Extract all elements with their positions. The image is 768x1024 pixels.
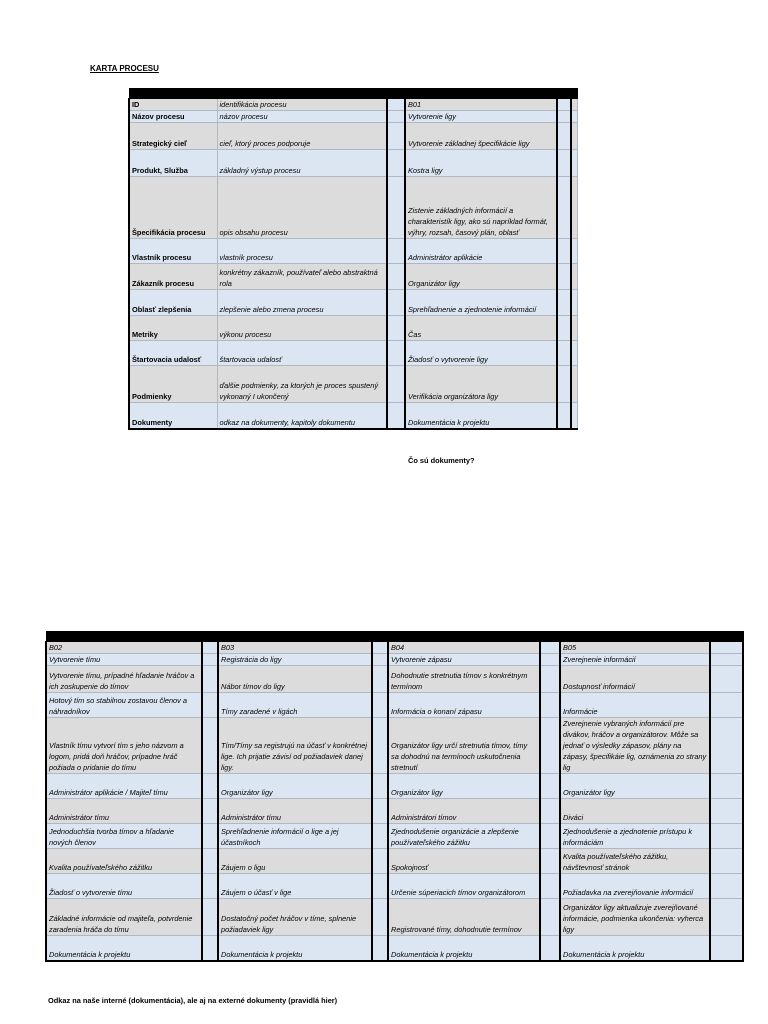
process-spacer	[202, 654, 218, 666]
process-spacer	[540, 799, 560, 824]
process-cell: Registrácia do ligy	[218, 654, 372, 666]
card-value: Sprehľadnenie a zjednotenie informácií	[405, 290, 557, 316]
process-cell: Diváci	[560, 799, 710, 824]
process-cell: Nábor tímov do ligy	[218, 666, 372, 693]
card-label: Špecifikácia procesu	[129, 177, 217, 239]
card-description: zlepšenie alebo zmena procesu	[217, 290, 387, 316]
card-spacer	[557, 111, 571, 123]
process-cell: Vytvorenie zápasu	[388, 654, 540, 666]
process-cell: Administrátor aplikácie / Majiteľ tímu	[46, 774, 202, 799]
process-row	[46, 693, 743, 718]
process-cell: Zverejnenie informácií	[560, 654, 710, 666]
process-cell: Registrované tímy, dohodnutie termínov	[388, 899, 540, 936]
process-row	[46, 666, 743, 693]
card-label: Strategický cieľ	[129, 123, 217, 150]
card-spacer	[571, 99, 577, 111]
card-label: Podmienky	[129, 366, 217, 403]
card-spacer	[571, 111, 577, 123]
card-row	[129, 177, 577, 239]
process-cell: Základné informácie od majiteľa, potvrdenie zaradenia hráča do tímu	[46, 899, 202, 936]
note-documents-links: Odkaz na naše interné (dokumentácia), ale aj na externé dokumenty (pravidlá hier)	[48, 996, 338, 1005]
card-row	[129, 264, 577, 290]
process-cell: Organizátor ligy aktualizuje zverejňované informácie, podmienka ukončenia: vyhercа ligy	[560, 899, 710, 936]
card-label: Zákazník procesu	[129, 264, 217, 290]
process-row	[46, 874, 743, 899]
card-description: opis obsahu procesu	[217, 177, 387, 239]
card-value: Administrátor aplikácie	[405, 239, 557, 264]
card-description: cieľ, ktorý proces podporuje	[217, 123, 387, 150]
card-spacer	[387, 99, 405, 111]
process-cell: B04	[388, 642, 540, 654]
process-cell: Dostatočný počet hráčov v tíme, splnenie požiadaviek ligy	[218, 899, 372, 936]
card-row	[129, 150, 577, 177]
card-description: názov procesu	[217, 111, 387, 123]
card-spacer	[387, 177, 405, 239]
card-spacer	[387, 239, 405, 264]
card-row	[129, 316, 577, 341]
card-label: Dokumenty	[129, 403, 217, 429]
process-spacer	[372, 642, 388, 654]
card-value: Organizátor ligy	[405, 264, 557, 290]
process-spacer	[202, 642, 218, 654]
process-spacer	[372, 774, 388, 799]
card-label: Vlastník procesu	[129, 239, 217, 264]
process-spacer	[540, 654, 560, 666]
process-spacer	[202, 774, 218, 799]
process-spacer	[540, 849, 560, 874]
process-spacer	[540, 874, 560, 899]
process-cell: Zjednodušenie organizácie a zlepšenie používateľského zážitku	[388, 824, 540, 849]
card-value: Zistenie základných informácií a charakteristík ligy, ako sú napríklad formát, výhry, rozsah, časový plán, oblasť	[405, 177, 557, 239]
card-spacer	[387, 341, 405, 366]
card-spacer	[387, 111, 405, 123]
process-cell: Žiadosť o vytvorenie tímu	[46, 874, 202, 899]
card-description: konkrétny zákazník, používateľ alebo abstraktná rola	[217, 264, 387, 290]
process-spacer	[540, 936, 560, 961]
card-label: Produkt, Služba	[129, 150, 217, 177]
process-cell: Tím/Tímy sa registrujú na účasť v konkrétnej lige. Ich prijatie závisí od požiadaviek danej ligy.	[218, 718, 372, 774]
process-spacer	[202, 936, 218, 961]
card-spacer	[557, 264, 571, 290]
card-spacer	[571, 341, 577, 366]
card-value: Kostra ligy	[405, 150, 557, 177]
card-spacer	[557, 99, 571, 111]
process-cell: Hotový tím so stabilnou zostavou členov a náhradníkov	[46, 693, 202, 718]
card-spacer	[557, 403, 571, 429]
process-cell: Organizátor ligy	[218, 774, 372, 799]
card-value: Vytvorenie ligy	[405, 111, 557, 123]
card-spacer	[571, 366, 577, 403]
card-row	[129, 403, 577, 429]
process-spacer	[710, 774, 743, 799]
processes-table	[45, 631, 744, 962]
card-spacer	[557, 177, 571, 239]
process-spacer	[372, 874, 388, 899]
card-row	[129, 290, 577, 316]
process-cell: B03	[218, 642, 372, 654]
card-spacer	[387, 403, 405, 429]
process-spacer	[202, 824, 218, 849]
process-spacer	[372, 824, 388, 849]
process-spacer	[540, 718, 560, 774]
card-spacer	[387, 316, 405, 341]
card-spacer	[557, 239, 571, 264]
process-cell: B05	[560, 642, 710, 654]
card-value: Čas	[405, 316, 557, 341]
process-cell: Administrátor tímu	[46, 799, 202, 824]
process-spacer	[710, 654, 743, 666]
process-spacer	[710, 936, 743, 961]
process-cell: Jednoduchšia tvorba tímov a hľadanie nových členov	[46, 824, 202, 849]
process-card-table	[128, 88, 578, 430]
card-row	[129, 99, 577, 111]
process-spacer	[202, 874, 218, 899]
card-spacer	[387, 123, 405, 150]
process-cell: Organizátor ligy	[388, 774, 540, 799]
process-spacer	[202, 666, 218, 693]
process-spacer	[540, 824, 560, 849]
process-row	[46, 654, 743, 666]
card-value: Dokumentácia k projektu	[405, 403, 557, 429]
note-documents-question: Čo sú dokumenty?	[408, 456, 475, 465]
process-cell: Záujem o účasť v lige	[218, 874, 372, 899]
card-spacer	[571, 403, 577, 429]
process-cell: Vytvorenie tímu	[46, 654, 202, 666]
card-label: Štartovacia udalosť	[129, 341, 217, 366]
process-spacer	[540, 774, 560, 799]
process-cell: Dokumentácia k projektu	[388, 936, 540, 961]
process-spacer	[372, 936, 388, 961]
process-spacer	[710, 899, 743, 936]
card-value: Žiadosť o vytvorenie ligy	[405, 341, 557, 366]
card-value: Verifikácia organizátora ligy	[405, 366, 557, 403]
card-spacer	[571, 123, 577, 150]
process-spacer	[710, 666, 743, 693]
process-spacer	[372, 693, 388, 718]
process-row	[46, 824, 743, 849]
process-row	[46, 718, 743, 774]
process-spacer	[710, 874, 743, 899]
card-description: základný výstup procesu	[217, 150, 387, 177]
process-cell: Dostupnosť informácií	[560, 666, 710, 693]
process-cell: B02	[46, 642, 202, 654]
process-cell: Zjednodušenie a zjednotenie prístupu k informáciám	[560, 824, 710, 849]
process-spacer	[710, 799, 743, 824]
card-value: Vytvorenie základnej špecifikácie ligy	[405, 123, 557, 150]
process-spacer	[372, 666, 388, 693]
process-spacer	[710, 693, 743, 718]
card-row	[129, 239, 577, 264]
process-cell: Kvalita používateľského zážitku	[46, 849, 202, 874]
process-spacer	[710, 642, 743, 654]
card-spacer	[387, 264, 405, 290]
process-spacer	[372, 849, 388, 874]
page-title: KARTA PROCESU	[90, 64, 159, 73]
card-description: ďalšie podmienky, za ktorých je proces spustený vykonaný I ukončený	[217, 366, 387, 403]
process-row	[46, 899, 743, 936]
process-spacer	[710, 849, 743, 874]
process-cell: Vlastník tímu vytvorí tím s jeho názvom a logom, pridá doň hráčov, prípadne hráč požiada o pridanie do tímu	[46, 718, 202, 774]
card-spacer	[557, 341, 571, 366]
process-cell: Sprehľadnenie informácií o lige a jej účastníkoch	[218, 824, 372, 849]
card-spacer	[557, 366, 571, 403]
process-cell: Informácia o konaní zápasu	[388, 693, 540, 718]
card-spacer	[571, 150, 577, 177]
process-row	[46, 799, 743, 824]
card-row	[129, 111, 577, 123]
process-spacer	[372, 718, 388, 774]
process-row	[46, 936, 743, 961]
process-spacer	[540, 666, 560, 693]
process-cell: Organizátor ligy určí stretnutia tímov, tímy sa dohodnú na termínoch uskutočnenia stretnutí	[388, 718, 540, 774]
process-spacer	[202, 718, 218, 774]
process-spacer	[372, 799, 388, 824]
process-cell: Požiadavka na zverejňovanie informácií	[560, 874, 710, 899]
card-spacer	[571, 239, 577, 264]
card-description: vlastník procesu	[217, 239, 387, 264]
card-description: výkonu procesu	[217, 316, 387, 341]
process-cell: Administrátori tímov	[388, 799, 540, 824]
process-row	[46, 774, 743, 799]
process-spacer	[540, 693, 560, 718]
card-spacer	[557, 150, 571, 177]
card-description: odkaz na dokumenty, kapitoly dokumentu	[217, 403, 387, 429]
card-label: ID	[129, 99, 217, 111]
card-spacer	[557, 316, 571, 341]
card-label: Metriky	[129, 316, 217, 341]
process-spacer	[202, 899, 218, 936]
process-spacer	[710, 824, 743, 849]
card-spacer	[557, 290, 571, 316]
card-spacer	[387, 150, 405, 177]
process-cell: Spokojnosť	[388, 849, 540, 874]
card-spacer	[571, 264, 577, 290]
card-spacer	[571, 177, 577, 239]
process-spacer	[202, 799, 218, 824]
process-cell: Dokumentácia k projektu	[560, 936, 710, 961]
process-cell: Organizátor ligy	[560, 774, 710, 799]
card-spacer	[387, 290, 405, 316]
process-spacer	[202, 693, 218, 718]
process-spacer	[372, 654, 388, 666]
process-spacer	[540, 899, 560, 936]
process-cell: Dokumentácia k projektu	[46, 936, 202, 961]
card-label: Názov procesu	[129, 111, 217, 123]
card-description: identifikácia procesu	[217, 99, 387, 111]
process-cell: Zverejnenie vybraných informácií pre divákov, hráčov a organizátorov. Môže sa jednať o výsledky zápasov, plány na zápasy, špecifikáie lig, oznámenia zo strany lig	[560, 718, 710, 774]
process-spacer	[202, 849, 218, 874]
process-cell: Dohodnutie stretnutia tímov s konkrétnym termínom	[388, 666, 540, 693]
process-cell: Informácie	[560, 693, 710, 718]
process-cell: Tímy zaradené v ligách	[218, 693, 372, 718]
process-cell: Vytvorenie tímu, prípadné hľadanie hráčov a ich zoskupenie do tímov	[46, 666, 202, 693]
card-spacer	[557, 123, 571, 150]
process-spacer	[540, 642, 560, 654]
process-spacer	[710, 718, 743, 774]
card-row	[129, 341, 577, 366]
process-cell: Dokumentácia k projektu	[218, 936, 372, 961]
process-row	[46, 849, 743, 874]
card-row	[129, 123, 577, 150]
process-cell: Kvalita používateľského zážitku, návštevnosť stránok	[560, 849, 710, 874]
card-label: Oblasť zlepšenia	[129, 290, 217, 316]
card-value: B01	[405, 99, 557, 111]
card-spacer	[571, 316, 577, 341]
process-cell: Určenie súperiacich tímov organizátorom	[388, 874, 540, 899]
process-spacer	[372, 899, 388, 936]
card-description: štartovacia udalosť	[217, 341, 387, 366]
card-spacer	[571, 290, 577, 316]
card-spacer	[387, 366, 405, 403]
process-row	[46, 642, 743, 654]
card-row	[129, 366, 577, 403]
process-cell: Záujem o ligu	[218, 849, 372, 874]
process-cell: Administrátor tímu	[218, 799, 372, 824]
